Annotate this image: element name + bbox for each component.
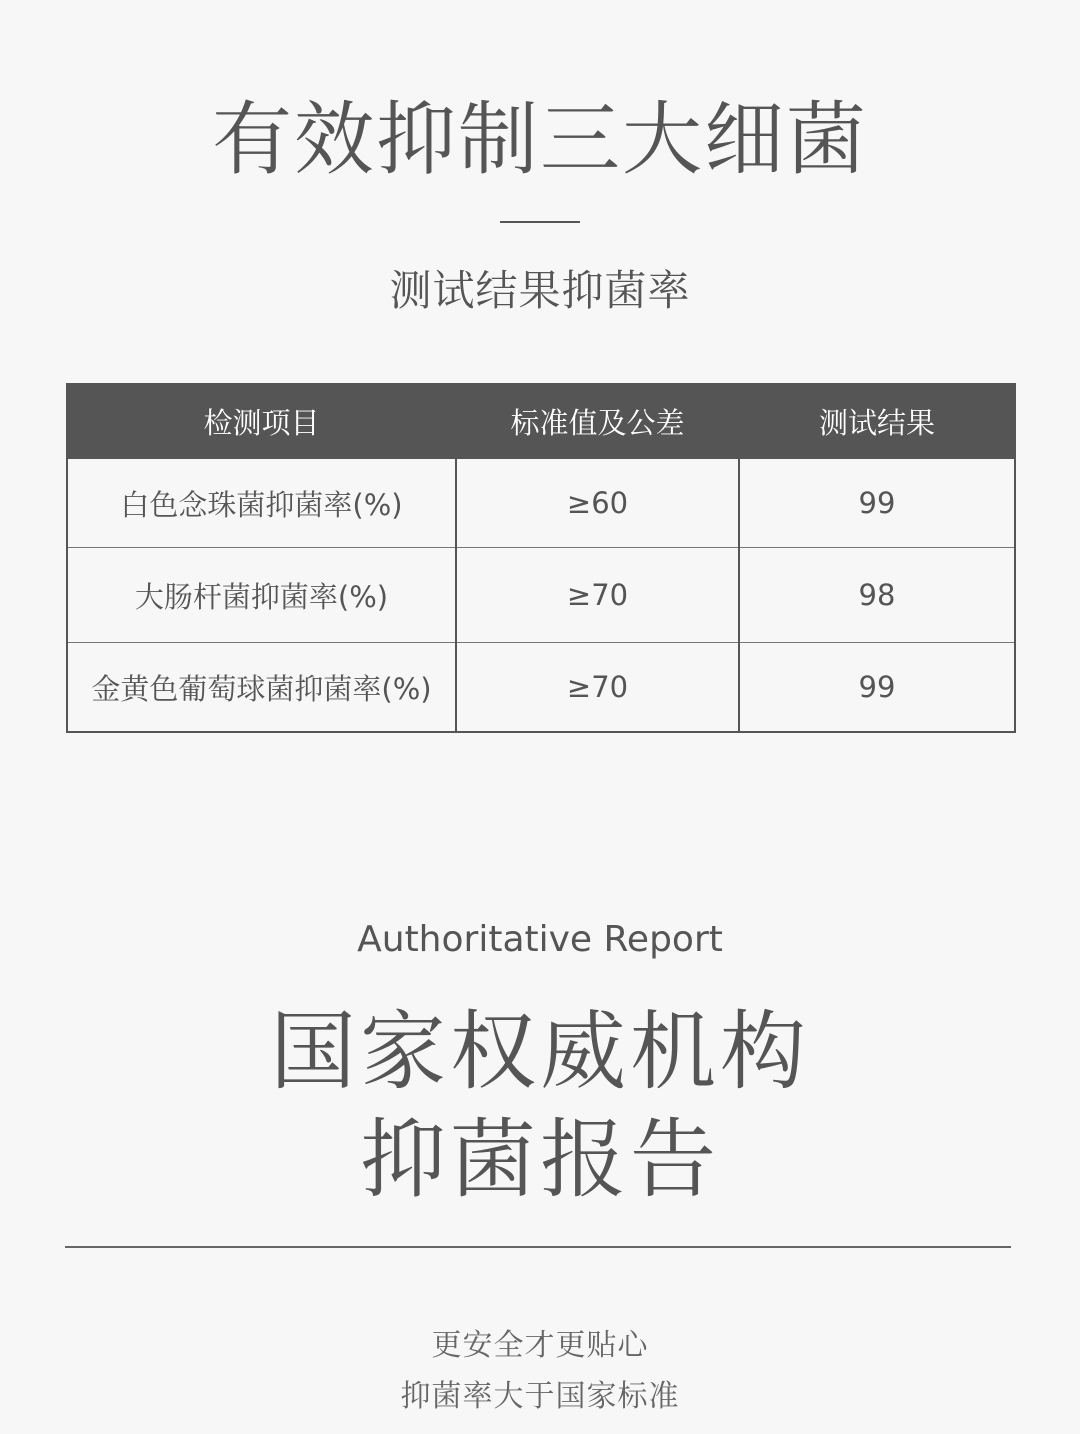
cell-result: 98 (739, 548, 1015, 643)
test-results-table (66, 383, 1016, 733)
column-header-standard: 标准值及公差 (456, 384, 739, 458)
table-row (67, 458, 1015, 548)
cell-item: 金黄色葡萄球菌抑菌率(%) (67, 643, 456, 733)
tagline-line2: 抑菌率大于国家标准 (400, 1379, 680, 1414)
cell-standard: ≥60 (456, 458, 739, 548)
report-title-line2: 抑菌报告 (360, 1110, 720, 1210)
cell-item: 白色念珠菌抑菌率(%) (67, 458, 456, 548)
report-title-line1: 国家权威机构 (270, 1002, 810, 1102)
cell-result: 99 (739, 458, 1015, 548)
cell-standard: ≥70 (456, 548, 739, 643)
page-title: 有效抑制三大细菌 (212, 93, 868, 186)
title-divider (500, 221, 580, 223)
cell-standard: ≥70 (456, 643, 739, 733)
report-english-label: Authoritative Report (357, 919, 723, 960)
column-header-item: 检测项目 (67, 384, 456, 458)
cell-result: 99 (739, 643, 1015, 733)
column-header-result: 测试结果 (739, 384, 1015, 458)
section-subtitle: 测试结果抑菌率 (389, 266, 691, 315)
table-row (67, 548, 1015, 643)
table-row (67, 643, 1015, 733)
cell-item: 大肠杆菌抑菌率(%) (67, 548, 456, 643)
section-divider (65, 1246, 1011, 1248)
tagline-line1: 更安全才更贴心 (431, 1328, 649, 1363)
table-header-row (67, 384, 1015, 458)
